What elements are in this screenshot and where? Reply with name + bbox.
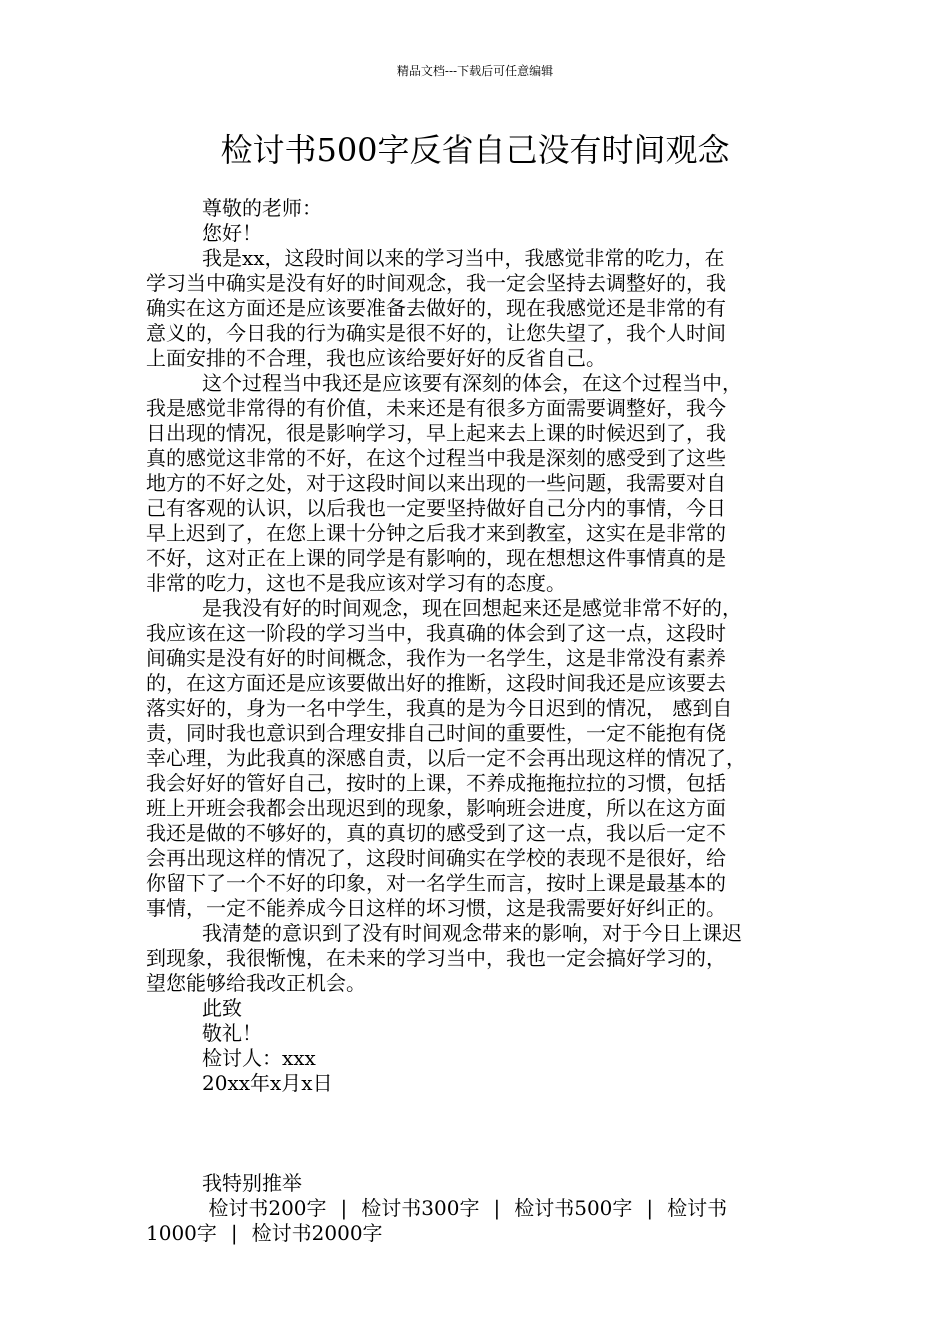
paragraph-3 [146, 596, 806, 921]
paragraph-line: 望您能够给我改正机会。 [146, 971, 366, 995]
document-body [146, 196, 806, 1246]
paragraph-line: 你留下了一个不好的印象，对一名学生而言，按时上课是最基本的 [146, 871, 726, 895]
paragraph-line: 事情，一定不能养成今日这样的坏习惯，这是我需要好好纠正的。 [146, 896, 726, 920]
date-line: 20xx年x月x日 [202, 1071, 333, 1095]
separator: | [493, 1196, 501, 1220]
paragraph-line: 这个过程当中我还是应该要有深刻的体会，在这个过程当中， [202, 371, 742, 395]
paragraph-line: 非常的吃力，这也不是我应该对学习有的态度。 [146, 571, 566, 595]
paragraph-line: 到现象，我很惭愧，在未来的学习当中，我也一定会搞好学习的， [146, 946, 726, 970]
paragraph-line: 间确实是没有好的时间概念，我作为一名学生，这是非常没有素养 [146, 646, 726, 670]
recommend-links [146, 1196, 806, 1246]
paragraph-line: 落实好的，身为一名中学生，我真的是为今日迟到的情况， 感到自 [146, 696, 733, 720]
document-title: 检讨书500字反省自己没有时间观念 [220, 131, 730, 169]
link-review-500[interactable]: 检讨书500字 [514, 1196, 633, 1220]
link-review-1000-part1[interactable]: 检讨书 [667, 1196, 728, 1220]
signer-line: 检讨人：xxx [202, 1046, 316, 1070]
paragraph-line: 我应该在这一阶段的学习当中，我真确的体会到了这一点，这段时 [146, 621, 726, 645]
paragraph-line: 意义的，今日我的行为确实是很不好的，让您失望了，我个人时间 [146, 321, 726, 345]
paragraph-line: 我是xx，这段时间以来的学习当中，我感觉非常的吃力，在 [202, 246, 725, 270]
closing-line: 此致 [202, 996, 242, 1020]
paragraph-line: 我是感觉非常得的有价值，未来还是有很多方面需要调整好，我今 [146, 396, 726, 420]
paragraph-line: 幸心理，为此我真的深感自责，以后一定不会再出现这样的情况了， [146, 746, 746, 770]
paragraph-line: 班上开班会我都会出现迟到的现象，影响班会进度，所以在这方面 [146, 796, 726, 820]
paragraph-line: 的，在这方面还是应该要做出好的推断，这段时间我还是应该要去 [146, 671, 726, 695]
separator: | [230, 1221, 238, 1245]
paragraph-line: 我清楚的意识到了没有时间观念带来的影响，对于今日上课迟 [202, 921, 742, 945]
greeting: 您好！ [202, 221, 262, 245]
separator: | [340, 1196, 348, 1220]
link-review-200[interactable]: 检讨书200字 [208, 1196, 327, 1220]
link-review-2000[interactable]: 检讨书2000字 [251, 1221, 383, 1245]
paragraph-line: 我还是做的不够好的，真的真切的感受到了这一点，我以后一定不 [146, 821, 726, 845]
spacer [146, 1096, 806, 1171]
separator: | [646, 1196, 654, 1220]
page-header: 精品文档---下载后可任意编辑 [396, 64, 554, 78]
paragraph-line: 会再出现这样的情况了，这段时间确实在学校的表现不是很好，给 [146, 846, 726, 870]
paragraph-1 [146, 246, 806, 371]
paragraph-line: 日出现的情况，很是影响学习，早上起来去上课的时候迟到了，我 [146, 421, 726, 445]
paragraph-line: 己有客观的认识，以后我也一定要坚持做好自己分内的事情，今日 [146, 496, 726, 520]
paragraph-4 [146, 921, 806, 996]
paragraph-2 [146, 371, 806, 596]
paragraph-line: 学习当中确实是没有好的时间观念，我一定会坚持去调整好的，我 [146, 271, 726, 295]
regards-line: 敬礼！ [202, 1021, 262, 1045]
link-review-1000-part2[interactable]: 1000字 [146, 1221, 217, 1245]
paragraph-line: 地方的不好之处，对于这段时间以来出现的一些问题，我需要对自 [146, 471, 726, 495]
paragraph-line: 早上迟到了，在您上课十分钟之后我才来到教室，这实在是非常的 [146, 521, 726, 545]
paragraph-line: 上面安排的不合理，我也应该给要好好的反省自己。 [146, 346, 606, 370]
paragraph-line: 不好，这对正在上课的同学是有影响的，现在想想这件事情真的是 [146, 546, 726, 570]
paragraph-line: 责，同时我也意识到合理安排自己时间的重要性，一定不能抱有侥 [146, 721, 726, 745]
paragraph-line: 是我没有好的时间观念，现在回想起来还是感觉非常不好的， [202, 596, 742, 620]
paragraph-line: 确实在这方面还是应该要准备去做好的，现在我感觉还是非常的有 [146, 296, 726, 320]
salutation: 尊敬的老师： [202, 196, 322, 220]
recommend-heading: 我特别推举 [202, 1171, 302, 1195]
paragraph-line: 我会好好的管好自己，按时的上课，不养成拖拖拉拉的习惯，包括 [146, 771, 726, 795]
link-review-300[interactable]: 检讨书300字 [361, 1196, 480, 1220]
paragraph-line: 真的感觉这非常的不好，在这个过程当中我是深刻的感受到了这些 [146, 446, 726, 470]
